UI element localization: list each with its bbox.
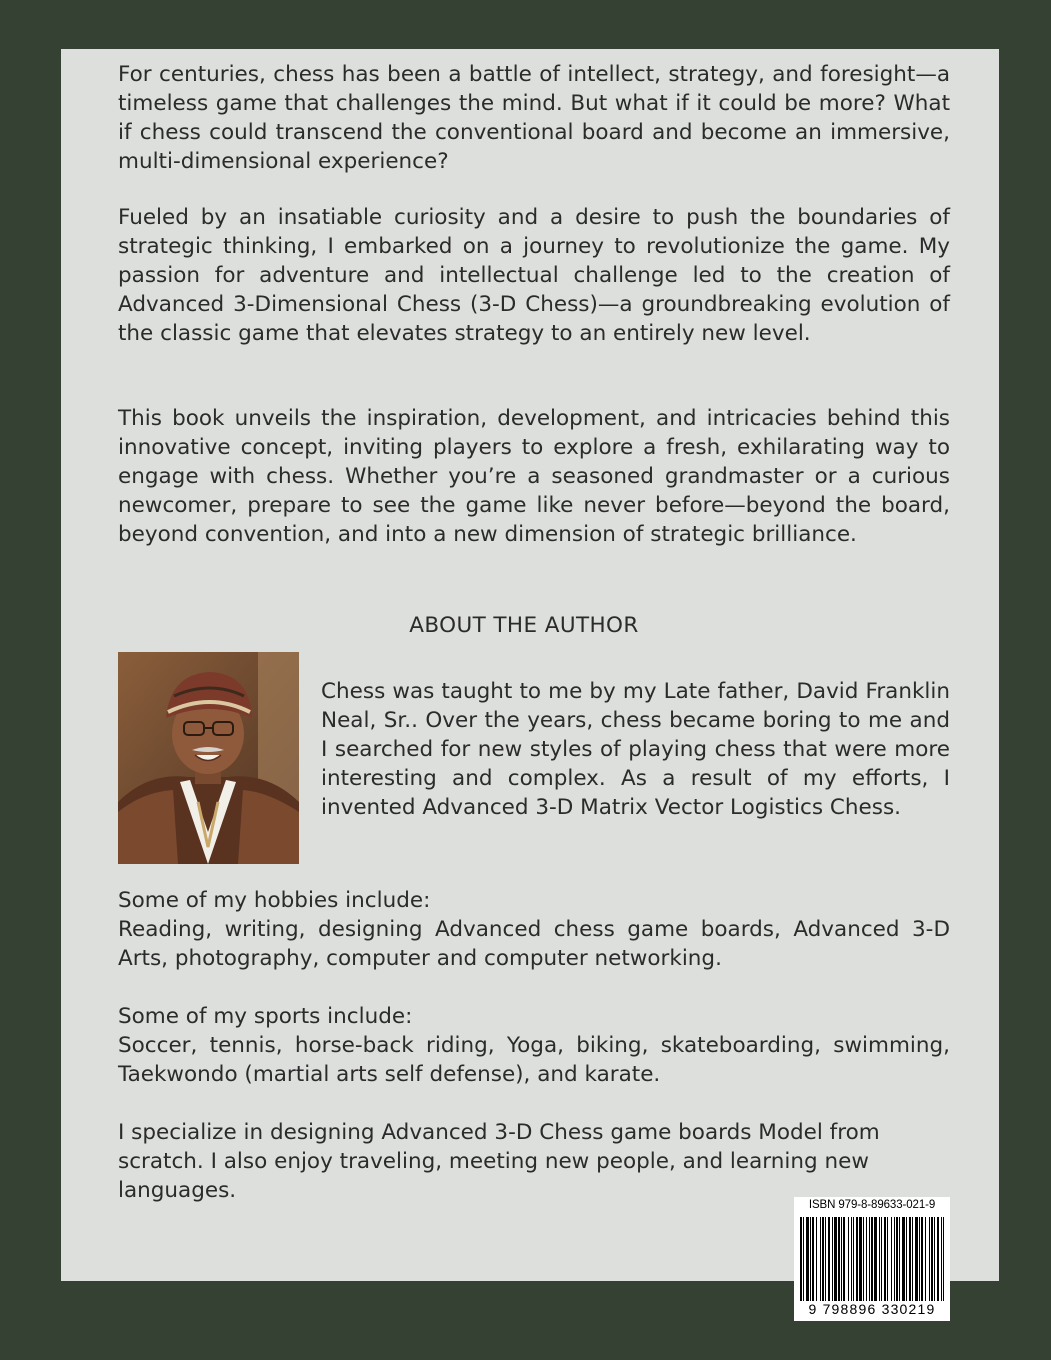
hobbies-label: Some of my hobbies include: xyxy=(118,888,431,913)
intro-paragraph-2: Fueled by an insatiable curiosity and a desire to push the boundaries of strategic thinking, I embarked on a journey to revolutionize the game. My passion for adventure and intellectual challenge led to the creation of Advanced 3-Dimensional Chess (3-D Chess)—a groundbreaking evolution of the classic game that elevates strategy to an entirely new level. xyxy=(118,205,950,346)
sports-label: Some of my sports include: xyxy=(118,1004,413,1029)
intro-paragraph-1: For centuries, chess has been a battle of intellect, strategy, and foresight—a timeless game that challenges the mind. But what if it could be more? What if chess could transcend the conventional board and become an immersive, multi-dimensional experience? xyxy=(118,62,950,174)
isbn-label: ISBN 979-8-89633-021-9 xyxy=(808,1199,936,1211)
sports-section xyxy=(118,1002,950,1089)
barcode-bars xyxy=(800,1217,944,1301)
specialty-paragraph: I specialize in designing Advanced 3-D Chess game boards Model from scratch. I also enjoy traveling, meeting new people, and learning new languages. xyxy=(118,1120,880,1203)
intro-paragraph-3: This book unveils the inspiration, development, and intricacies behind this innovative concept, inviting players to explore a fresh, exhilarating way to engage with chess. Whether you’re a seasoned grandmaster or a curious newcomer, prepare to see the game like never before—beyond the board, beyond convention, and into a new dimension of strategic brilliance. xyxy=(118,406,950,547)
sports-text: Soccer, tennis, horse-back riding, Yoga, biking, skateboarding, swimming, Taekwondo (martial arts self defense), and karate. xyxy=(118,1033,950,1087)
hobbies-section xyxy=(118,886,950,973)
author-photo xyxy=(118,652,299,864)
about-author-heading: ABOUT THE AUTHOR xyxy=(409,613,639,638)
isbn-digits: 9 798896 330219 xyxy=(808,1301,936,1317)
hobbies-text: Reading, writing, designing Advanced chess game boards, Advanced 3-D Arts, photography, computer and computer networking. xyxy=(118,917,950,971)
author-bio: Chess was taught to me by my Late father, David Franklin Neal, Sr.. Over the years, chess became boring to me and I searched for new styles of playing chess that were more interesting and complex. As a result of my efforts, I invented Advanced 3-D Matrix Vector Logistics Chess. xyxy=(321,679,950,820)
isbn-barcode xyxy=(794,1197,950,1321)
